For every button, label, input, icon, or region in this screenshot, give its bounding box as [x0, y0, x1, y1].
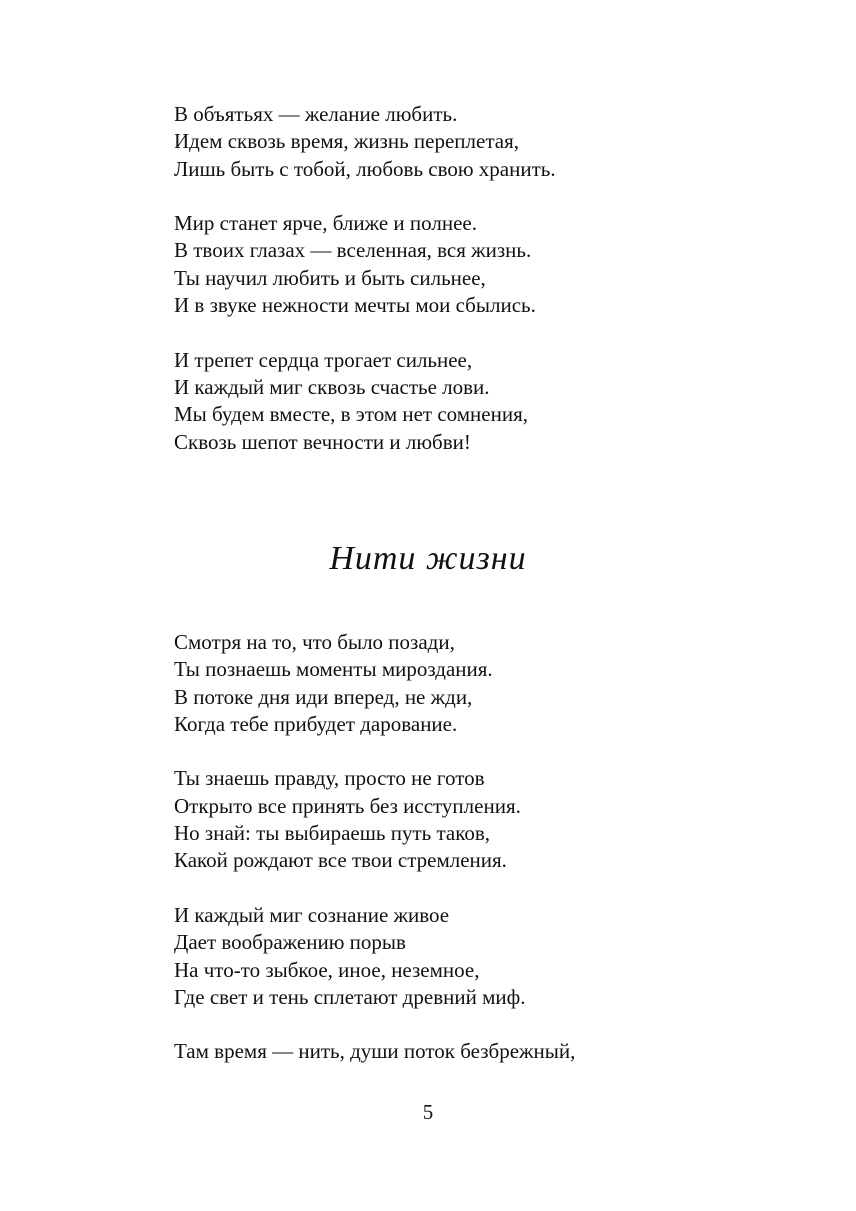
verse-line: Ты знаешь правду, просто не готов	[174, 766, 485, 791]
stanza-gap	[174, 319, 774, 346]
poem-body	[174, 629, 774, 1066]
verse-line: Сквозь шепот вечности и любви!	[174, 429, 471, 454]
verse-line: Но знай: ты выбираешь путь таков,	[174, 821, 491, 846]
verse-line: И в звуке нежности мечты мои сбылись.	[174, 293, 536, 318]
verse-line: Какой рождают все твои стремления.	[174, 848, 507, 873]
verse-line: И каждый миг сознание живое	[174, 902, 450, 927]
stanza-gap	[174, 1011, 774, 1038]
verse-line: В потоке дня иди вперед, не жди,	[174, 684, 473, 709]
verse-line: Там время — нить, души поток безбрежный,	[174, 1039, 576, 1064]
verse-line: Дает воображению порыв	[174, 930, 406, 955]
verse-line: Ты познаешь моменты мироздания.	[174, 657, 493, 682]
poem-continuation	[174, 101, 774, 456]
stanza-gap	[174, 875, 774, 902]
verse-line: Смотря на то, что было позади,	[174, 630, 455, 654]
verse-line: В твоих глазах — вселенная, вся жизнь.	[174, 238, 532, 263]
verse-line: В объятьях — желание любить.	[174, 102, 458, 126]
verse-line: Мир станет ярче, ближе и полнее.	[174, 211, 477, 236]
verse-line: Ты научил любить и быть сильнее,	[174, 265, 486, 290]
verse-line: На что-то зыбкое, иное, неземное,	[174, 957, 480, 982]
verse-line: Идем сквозь время, жизнь переплетая,	[174, 129, 520, 154]
verse-line: Когда тебе прибудет дарование.	[174, 711, 458, 736]
verse-line: Где свет и тень сплетают древний миф.	[174, 984, 526, 1009]
stanza-gap	[174, 183, 774, 210]
stanza-gap	[174, 738, 774, 765]
verse-line: Открыто все принять без исступления.	[174, 793, 521, 818]
verse-line: И каждый миг сквозь счастье лови.	[174, 374, 490, 399]
verse-line: И трепет сердца трогает сильнее,	[174, 347, 473, 372]
verse-line: Мы будем вместе, в этом нет сомнения,	[174, 402, 529, 427]
page-number: 5	[422, 1100, 434, 1124]
poem-title: Нити жизни	[329, 540, 527, 577]
verse-line: Лишь быть с тобой, любовь свою хранить.	[174, 156, 556, 181]
